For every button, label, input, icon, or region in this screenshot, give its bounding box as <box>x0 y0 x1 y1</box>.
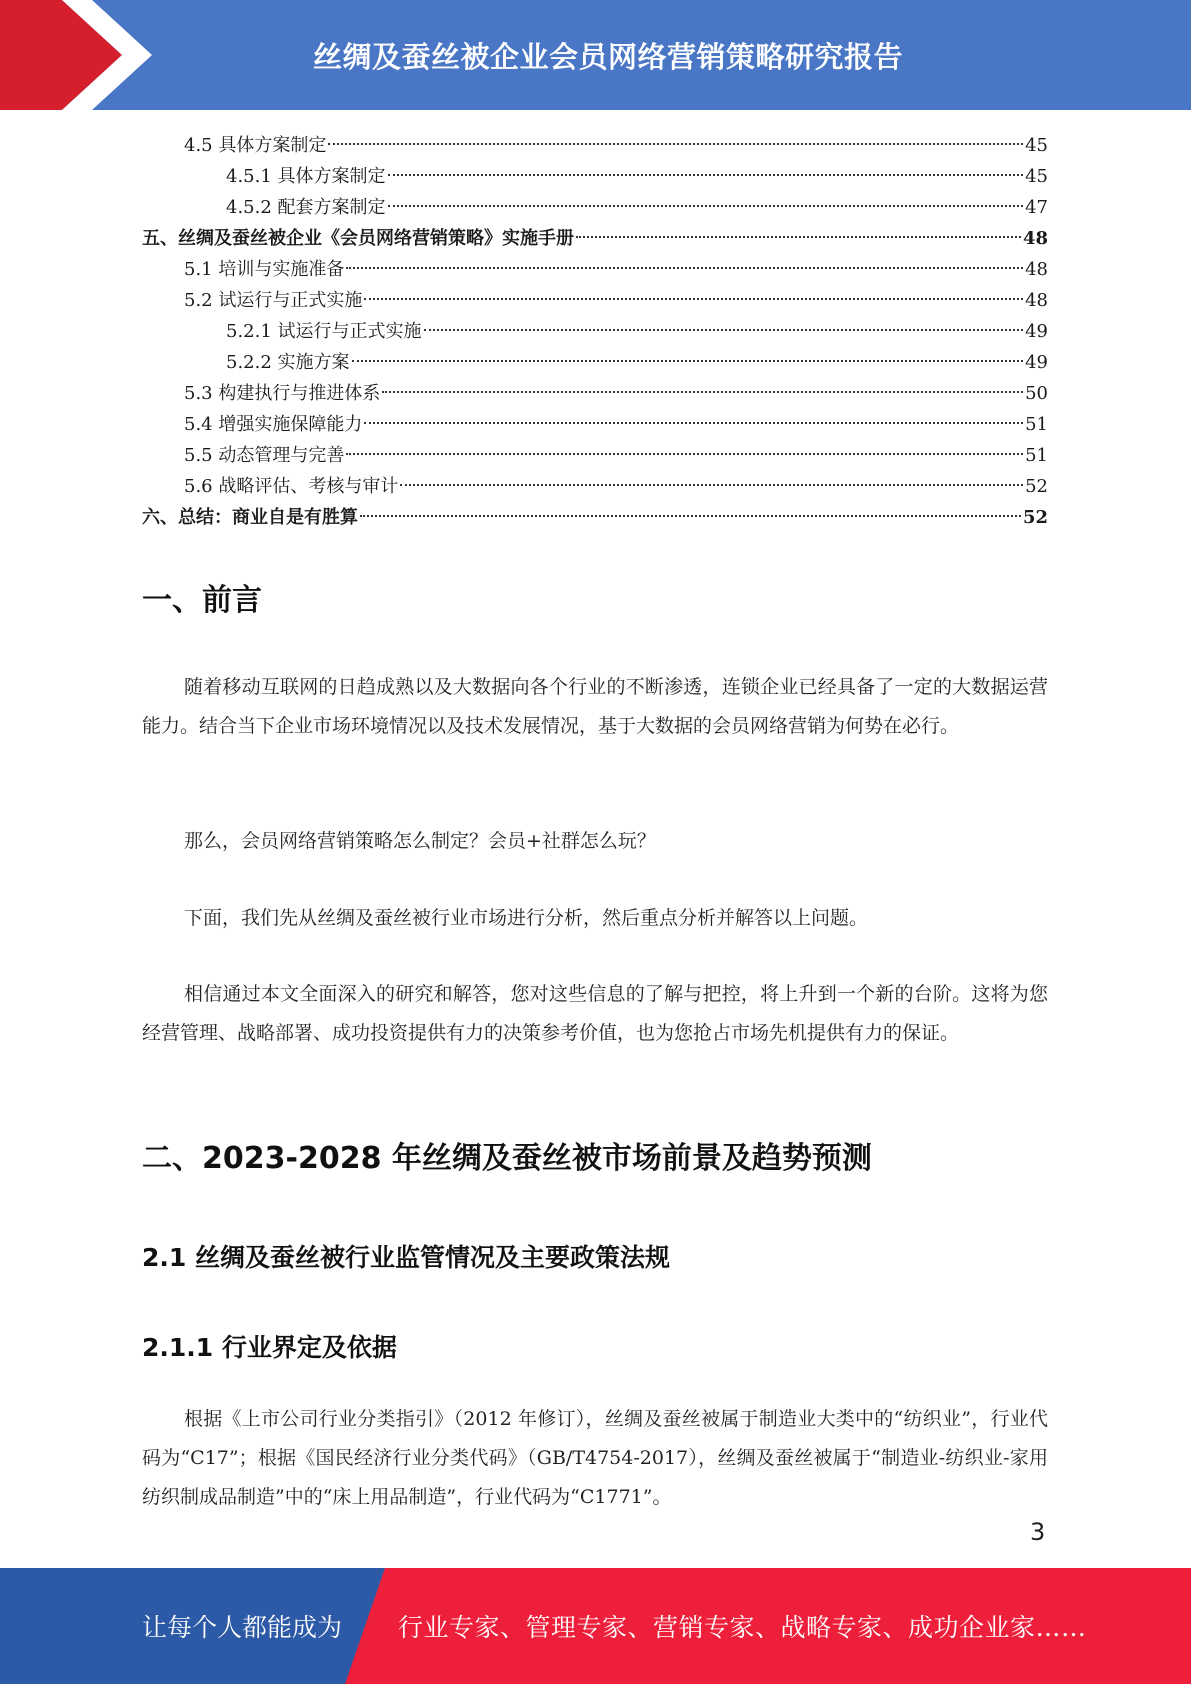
section-heading-preface: 一、前言 <box>142 583 262 618</box>
toc-entry-title: 5.5 动态管理与完善 <box>184 445 345 466</box>
section-heading-market-outlook: 二、2023-2028 年丝绸及蚕丝被市场前景及趋势预测 <box>142 1141 872 1176</box>
toc-entry-page: 50 <box>1025 383 1048 404</box>
toc-entry[interactable] <box>142 502 1048 533</box>
toc-entry-title: 5.2 试运行与正式实施 <box>184 290 363 311</box>
toc-entry[interactable] <box>142 223 1048 254</box>
toc-leader-dots <box>364 422 1023 424</box>
toc-entry-page: 51 <box>1025 414 1048 435</box>
toc-entry-page: 49 <box>1025 321 1048 342</box>
toc-leader-dots <box>388 205 1024 207</box>
toc-leader-dots <box>360 515 1021 517</box>
table-of-contents <box>142 130 1048 533</box>
toc-leader-dots <box>576 236 1021 238</box>
toc-entry[interactable] <box>142 347 1048 378</box>
toc-entry-title: 5.3 构建执行与推进体系 <box>184 383 381 404</box>
toc-leader-dots <box>424 329 1024 331</box>
toc-entry-page: 48 <box>1025 259 1048 280</box>
toc-entry[interactable] <box>142 130 1048 161</box>
toc-entry-page: 48 <box>1022 228 1048 249</box>
subsubsection-heading-definition: 2.1.1 行业界定及依据 <box>142 1333 397 1362</box>
toc-leader-dots <box>364 298 1023 300</box>
toc-leader-dots <box>400 484 1023 486</box>
toc-entry-page: 45 <box>1025 166 1048 187</box>
subsection-heading-regulation: 2.1 丝绸及蚕丝被行业监管情况及主要政策法规 <box>142 1243 670 1272</box>
toc-entry[interactable] <box>142 316 1048 347</box>
toc-entry-page: 49 <box>1025 352 1048 373</box>
toc-entry[interactable] <box>142 161 1048 192</box>
toc-entry-page: 51 <box>1025 445 1048 466</box>
toc-entry-page: 52 <box>1022 507 1048 528</box>
toc-entry[interactable] <box>142 471 1048 502</box>
toc-entry-title: 五、丝绸及蚕丝被企业《会员网络营销策略》实施手册 <box>142 228 574 249</box>
toc-entry-page: 52 <box>1025 476 1048 497</box>
document-title: 丝绸及蚕丝被企业会员网络营销策略研究报告 <box>312 39 903 74</box>
definition-paragraph: 根据《上市公司行业分类指引》（2012 年修订），丝绸及蚕丝被属于制造业大类中的“纺织业”，行业代码为“C17”；根据《国民经济行业分类代码》（GB/T4754-2017），丝绸及蚕丝被属于“制造业-纺织业-家用纺织制成品制造”中的“床上用品制造”，行业代码为“C1771”。 <box>142 1408 1048 1508</box>
toc-entry-title: 5.2.1 试运行与正式实施 <box>226 321 422 342</box>
preface-paragraph-3: 下面，我们先从丝绸及蚕丝被行业市场进行分析，然后重点分析并解答以上问题。 <box>184 907 869 929</box>
toc-entry-title: 4.5.1 具体方案制定 <box>226 166 386 187</box>
toc-entry[interactable] <box>142 192 1048 223</box>
footer-band <box>0 1568 1191 1684</box>
toc-leader-dots <box>388 174 1024 176</box>
preface-paragraph-2: 那么，会员网络营销策略怎么制定？会员+社群怎么玩？ <box>184 830 656 852</box>
toc-leader-dots <box>382 391 1023 393</box>
toc-leader-dots <box>346 267 1023 269</box>
footer-slogan-left: 让每个人都能成为 <box>142 1613 343 1642</box>
toc-entry-page: 48 <box>1025 290 1048 311</box>
toc-entry-title: 5.6 战略评估、考核与审计 <box>184 476 399 497</box>
toc-leader-dots <box>328 143 1023 145</box>
toc-entry-title: 六、总结：商业自是有胜算 <box>142 507 358 528</box>
toc-entry-page: 45 <box>1025 135 1048 156</box>
toc-entry-title: 5.4 增强实施保障能力 <box>184 414 363 435</box>
toc-entry-title: 4.5 具体方案制定 <box>184 135 327 156</box>
toc-entry-page: 47 <box>1025 197 1048 218</box>
toc-entry[interactable] <box>142 409 1048 440</box>
toc-leader-dots <box>346 453 1023 455</box>
page-number: 3 <box>1030 1518 1046 1546</box>
toc-entry-title: 5.2.2 实施方案 <box>226 352 350 373</box>
header-band <box>0 0 1191 110</box>
toc-entry[interactable] <box>142 285 1048 316</box>
toc-entry[interactable] <box>142 440 1048 471</box>
toc-entry[interactable] <box>142 378 1048 409</box>
toc-entry[interactable] <box>142 254 1048 285</box>
toc-entry-title: 4.5.2 配套方案制定 <box>226 197 386 218</box>
preface-paragraph-4: 相信通过本文全面深入的研究和解答，您对这些信息的了解与把控，将上升到一个新的台阶。这将为您经营管理、战略部署、成功投资提供有力的决策参考价值，也为您抢占市场先机提供有力的保证。 <box>142 983 1048 1044</box>
preface-paragraph-1: 随着移动互联网的日趋成熟以及大数据向各个行业的不断渗透，连锁企业已经具备了一定的大数据运营能力。结合当下企业市场环境情况以及技术发展情况，基于大数据的会员网络营销为何势在必行。 <box>142 676 1048 737</box>
toc-entry-title: 5.1 培训与实施准备 <box>184 259 345 280</box>
footer-slogan-right: 行业专家、管理专家、营销专家、战略专家、成功企业家…… <box>398 1613 1087 1642</box>
toc-leader-dots <box>352 360 1024 362</box>
